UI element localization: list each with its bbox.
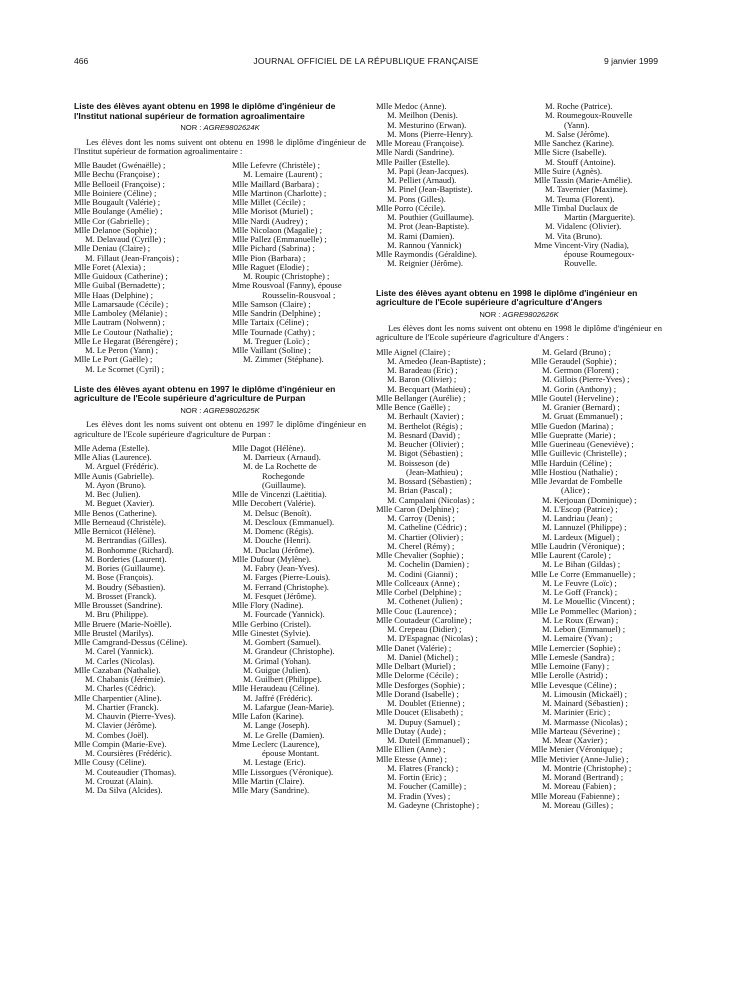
name-entry: M. Roupic (Christophe) ; bbox=[243, 271, 330, 282]
name-entry: M. Germon (Florent) ; bbox=[542, 365, 619, 376]
name-entry: Mlle Pichard (Sabrina) ; bbox=[232, 243, 315, 254]
name-entry: M. Marmasse (Nicolas) ; bbox=[542, 716, 628, 727]
name-entry: Mlle Millet (Cécile) ; bbox=[232, 197, 306, 208]
name-entry: M. Roche (Patrice). bbox=[545, 101, 613, 111]
name-entry: M. Le Grelle (Damien). bbox=[243, 729, 325, 740]
name-entry: M. Carles (Nicolas). bbox=[85, 655, 155, 666]
name-entry: Mlle Hostiou (Nathalie) ; bbox=[531, 466, 618, 477]
name-entry: M. Da Silva (Alcides). bbox=[85, 785, 163, 796]
name-entry: Mlle Corbel (Delphine) ; bbox=[376, 587, 462, 598]
name-entry: Mme Vincent-Viry (Nadia), bbox=[534, 239, 629, 250]
name-entry: M. Boudry (Sébastien). bbox=[85, 581, 166, 592]
name-entry: M. Pinel (Jean-Baptiste). bbox=[387, 184, 473, 195]
section-intro: Les élèves dont les noms suivent ont obtenu en 1998 le diplôme d'ingénieur en agriculture de l'Ecole supérieure d'agriculture d'Angers : bbox=[376, 323, 662, 343]
name-entry: M. Landriau (Jean) ; bbox=[542, 513, 613, 524]
name-entry: M. Gorin (Anthony) ; bbox=[542, 383, 617, 394]
section-isfa bbox=[74, 102, 366, 374]
name-entry: Mlle Desforges (Sophie) ; bbox=[376, 679, 465, 690]
name-entry: Mlle Lemercier (Sophie) ; bbox=[531, 642, 621, 653]
left-column bbox=[74, 102, 366, 795]
name-entry: M. Bec (Julien). bbox=[85, 489, 141, 500]
name-entry: Mlle Cazaban (Nathalie). bbox=[74, 664, 161, 675]
name-entry: M. Couteaudier (Thomas). bbox=[85, 766, 177, 777]
name-entry: M. Moreau (Fabien) ; bbox=[542, 781, 617, 792]
name-entry: M. Fourcade (Yannick). bbox=[243, 609, 325, 620]
name-column-a bbox=[376, 348, 486, 811]
name-entry: Mlle Guepratte (Marie) ; bbox=[531, 429, 616, 440]
name-entry: Mlle Delanoe (Sophie) ; bbox=[74, 224, 157, 235]
name-entry: Mlle Delorme (Cécile) ; bbox=[376, 670, 459, 681]
name-entry: M. Lemaire (Laurent) ; bbox=[243, 169, 323, 180]
name-entry: M. Tavernier (Maxime). bbox=[545, 184, 628, 195]
name-entry: M. Jaffré (Frédéric). bbox=[243, 692, 313, 703]
name-entry: Mlle Benos (Catherine). bbox=[74, 507, 157, 518]
nor-label: NOR : bbox=[180, 123, 204, 133]
name-entry: Mlle Aunis (Gabrielle). bbox=[74, 470, 154, 481]
name-entry: M. Morand (Bertrand) ; bbox=[542, 772, 624, 783]
name-entry: M. Mainard (Sébastien) ; bbox=[542, 698, 628, 709]
name-entry: Mlle Lefevre (Christèle) ; bbox=[232, 160, 321, 171]
section-title: Liste des élèves ayant obtenu en 1998 le diplôme d'ingénieur en agriculture de l'Ecole supérieure d'agriculture d'Angers bbox=[376, 287, 638, 308]
name-entry: Mlle Danet (Valérie) ; bbox=[376, 642, 452, 653]
name-entry: Mlle Porro (Cécile). bbox=[376, 202, 446, 213]
name-entry: Mme Rousvoal (Fanny), épouse bbox=[232, 280, 342, 291]
name-entry: M. de La Rochette de bbox=[243, 461, 317, 472]
name-entry: Mlle Bougault (Valérie) ; bbox=[74, 197, 161, 208]
name-entry: M. Bories (Guillaume). bbox=[85, 563, 166, 574]
name-entry: Mlle Lautram (Nolwenn) ; bbox=[74, 317, 165, 328]
name-entry: Mlle Guerineau (Geneviève) ; bbox=[531, 439, 634, 450]
name-entry: Mlle Jevardat de Fombelle bbox=[531, 476, 623, 487]
name-entry: M. Chartier (Franck). bbox=[85, 701, 159, 712]
name-entry: M. Carel (Yannick). bbox=[85, 646, 154, 657]
name-entry: M. Clavier (Jérôme). bbox=[85, 720, 157, 731]
name-entry: M. Duclau (Jérôme). bbox=[243, 544, 315, 555]
name-entry: Mlle Cousy (Céline). bbox=[74, 757, 147, 768]
name-entry: Mlle Guedon (Marina) ; bbox=[531, 420, 614, 431]
nor-reference bbox=[74, 123, 366, 132]
name-entry: M. Combes (Joël). bbox=[85, 729, 149, 740]
name-entry: M. Catheline (Cédric) ; bbox=[387, 522, 467, 533]
name-entry: Mlle Collceaux (Anne) ; bbox=[376, 577, 460, 588]
name-entry: Mlle Raymondis (Géraldine). bbox=[376, 249, 477, 259]
name-entry: M. Lafargue (Jean-Marie). bbox=[243, 701, 334, 712]
name-entry: M. Salse (Jérôme). bbox=[545, 128, 610, 139]
name-entry: Mlle Pallez (Emmanuelle) ; bbox=[232, 234, 327, 245]
name-entry: Mlle Lemoine (Fany) ; bbox=[531, 661, 610, 672]
name-entry: (Yann). bbox=[564, 119, 590, 130]
name-entry: Mlle Adema (Estelle). bbox=[74, 442, 150, 453]
name-entry: Mlle Foret (Alexia) ; bbox=[74, 261, 146, 272]
name-entry: M. L'Escop (Patrice) ; bbox=[542, 503, 618, 514]
name-entry: M. Beguet (Xavier). bbox=[85, 498, 155, 509]
name-entry: Mlle Guillevic (Christelle) ; bbox=[531, 448, 627, 459]
name-entry: Mlle Lafon (Karine). bbox=[232, 711, 304, 722]
name-entry: Mlle Bellanger (Aurélie) ; bbox=[376, 392, 466, 403]
name-entry: M. Meilhon (Denis). bbox=[387, 110, 458, 121]
name-entry: M. Delavaud (Cyrille) ; bbox=[85, 234, 166, 245]
name-entry: Mlle Moreau (Fabienne) ; bbox=[531, 790, 620, 801]
name-entry: Mlle Goutel (Herveline) ; bbox=[531, 392, 619, 403]
name-entry: M. Le Scornet (Cyril) ; bbox=[85, 363, 165, 374]
name-entry: Mlle Harduin (Céline) ; bbox=[531, 457, 612, 468]
name-entry: Mlle Flory (Nadine). bbox=[232, 600, 304, 611]
section-intro: Les élèves dont les noms suivent ont obtenu en 1998 le diplôme d'ingénieur de l'Institut supérieur de formation agroalimentaire : bbox=[74, 136, 366, 156]
name-entry: Mlle Sanchez (Karine). bbox=[534, 138, 614, 148]
name-entry: M. D'Espagnac (Nicolas) ; bbox=[387, 633, 478, 644]
name-entry: Mlle Alias (Laurence). bbox=[74, 452, 152, 463]
name-entry: M. Doublet (Etienne) ; bbox=[387, 698, 465, 709]
name-entry: Mlle Chevalier (Sophie) ; bbox=[376, 550, 464, 561]
name-entry: Mlle Nicolaon (Magalie) ; bbox=[232, 224, 322, 235]
name-entry: Mlle de Vincenzi (Laëtitia). bbox=[232, 489, 327, 500]
name-entry: Mlle Doucet (Elisabeth) ; bbox=[376, 707, 464, 718]
name-entry: M. Bigot (Sébastien) ; bbox=[387, 448, 463, 459]
name-entry: M. Lardeux (Miguel) ; bbox=[542, 531, 620, 542]
name-entry: Mlle Coutadeur (Caroline) ; bbox=[376, 614, 472, 625]
name-entry: Mlle Suire (Agnès). bbox=[534, 165, 603, 176]
nor-reference bbox=[74, 406, 366, 415]
name-entry: M. Descloux (Emmanuel). bbox=[243, 516, 335, 527]
nor-label: NOR : bbox=[180, 406, 204, 416]
name-entry: Mlle Nardi (Sandrine). bbox=[376, 147, 455, 158]
name-entry: M. Crepeau (Didier) ; bbox=[387, 624, 462, 635]
name-entry: Mlle Delbart (Muriel) ; bbox=[376, 661, 456, 672]
name-entry: M. Douche (Henri). bbox=[243, 535, 311, 546]
name-entry: Mlle Martinon (Charlotte) ; bbox=[232, 187, 327, 198]
name-entry: M. Lange (Joseph). bbox=[243, 720, 310, 731]
name-entry: M. Becquart (Mathieu) ; bbox=[387, 383, 471, 394]
name-entry: Mlle Sandrin (Delphine) ; bbox=[232, 308, 321, 319]
name-entry: M. Borderies (Laurent). bbox=[85, 553, 167, 564]
name-entry: M. Dupuy (Samuel) ; bbox=[387, 716, 461, 727]
name-entry: Mlle Aignel (Claire) ; bbox=[376, 346, 451, 357]
name-entry: M. Teuma (Florent). bbox=[545, 193, 615, 204]
name-entry: Mlle Bruere (Marie-Noëlle). bbox=[74, 618, 172, 629]
name-entry: Mlle Raguet (Elodie) ; bbox=[232, 261, 310, 272]
name-entry: Mlle Mary (Sandrine). bbox=[232, 785, 310, 796]
name-entry: Mlle Morisot (Muriel) ; bbox=[232, 206, 313, 217]
name-entry: épouse Montant. bbox=[262, 748, 319, 759]
name-entry: Mlle Sicre (Isabelle). bbox=[534, 147, 607, 158]
name-entry: M. Chabanis (Jérémie). bbox=[85, 674, 166, 685]
name-entry: Mlle Pailler (Estelle). bbox=[376, 156, 450, 167]
name-entry: Mlle Lemesle (Sandra) ; bbox=[531, 651, 615, 662]
name-entry: M. Boisseson (de) bbox=[387, 457, 450, 468]
name-entry: M. Prot (Jean-Baptiste). bbox=[387, 221, 470, 232]
name-entry: M. Granier (Bernard) ; bbox=[542, 402, 620, 413]
name-entry: Mlle Dagot (Hélène). bbox=[232, 442, 306, 453]
name-entry: M. Rami (Damien). bbox=[387, 230, 455, 241]
issue-date: 9 janvier 1999 bbox=[604, 56, 658, 66]
nor-code: AGRE9802624K bbox=[203, 123, 260, 133]
name-entry: Mlle Heraudeau (Céline). bbox=[232, 683, 320, 694]
name-entry: M. Le Bihan (Gildas) ; bbox=[542, 559, 621, 570]
name-entry: Mlle Tournade (Cathy) ; bbox=[232, 326, 316, 337]
name-entry: M. Pons (Gilles). bbox=[387, 193, 446, 204]
name-column-b bbox=[534, 102, 662, 269]
name-entry: Mlle Le Port (Gaëlle) ; bbox=[74, 354, 153, 365]
name-entry: Mlle Geraudel (Sophie) ; bbox=[531, 355, 617, 366]
name-entry: M. Gruat (Emmanuel) ; bbox=[542, 411, 623, 422]
name-entry: Mlle Pion (Barbara) ; bbox=[232, 252, 306, 263]
name-entry: (Alice) ; bbox=[561, 485, 590, 496]
name-column-b bbox=[232, 161, 366, 374]
name-entry: Mlle Belloeil (Françoise) ; bbox=[74, 178, 165, 189]
name-entry: M. Gadeyne (Christophe) ; bbox=[387, 799, 480, 810]
name-entry: M. Pouthier (Guillaume). bbox=[387, 212, 474, 222]
name-entry: M. Cochelin (Damien) ; bbox=[387, 559, 470, 570]
name-entry: M. Berhault (Xavier) ; bbox=[387, 411, 464, 422]
name-entry: M. Farges (Pierre-Louis). bbox=[243, 572, 331, 583]
name-entry: Mlle Maillard (Barbara) ; bbox=[232, 178, 320, 189]
name-entry: M. Limousin (Mickaël) ; bbox=[542, 688, 627, 699]
name-entry: Mlle Dutay (Aude) ; bbox=[376, 725, 447, 736]
name-list-continued bbox=[376, 102, 662, 269]
name-entry: Mlle Ginestet (Sylvie). bbox=[232, 627, 311, 638]
name-entry: Mlle Lerolle (Astrid) ; bbox=[531, 670, 608, 681]
name-entry: Mlle Dufour (Mylène). bbox=[232, 553, 312, 564]
name-entry: M. Gillois (Pierre-Yves) ; bbox=[542, 374, 630, 385]
name-entry: Mlle Tartaix (Céline) ; bbox=[232, 317, 309, 328]
name-entry: Mlle Guibal (Bernadette) ; bbox=[74, 280, 165, 291]
name-entry: Mlle Laurent (Carole) ; bbox=[531, 550, 611, 561]
name-entry: Mlle Dorand (Isabelle) ; bbox=[376, 688, 459, 699]
name-entry: Mlle Charpentier (Aline). bbox=[74, 692, 162, 703]
name-entry: M. Cherel (Rémy) ; bbox=[387, 540, 455, 551]
name-entry: M. Cothenet (Julien) ; bbox=[387, 596, 463, 607]
name-entry: Mlle Lissorgues (Véronique). bbox=[232, 766, 334, 777]
name-entry: M. Mesturino (Erwan). bbox=[387, 119, 467, 130]
section-title: Liste des élèves ayant obtenu en 1997 le diplôme d'ingénieur en agriculture de l'Ecole supérieure d'agriculture de Purpan bbox=[74, 383, 336, 404]
name-entry: M. Stouff (Antoine). bbox=[545, 156, 616, 167]
name-entry: M. Treguer (Loïc) ; bbox=[243, 335, 310, 346]
nor-reference bbox=[376, 310, 662, 319]
name-entry: M. Duteil (Emmanuel) ; bbox=[387, 735, 470, 746]
name-entry: M. Papi (Jean-Jacques). bbox=[387, 165, 469, 176]
name-entry: M. Bru (Philippe). bbox=[85, 609, 149, 620]
name-list bbox=[74, 444, 366, 796]
name-entry: M. Bonhomme (Richard). bbox=[85, 544, 174, 555]
name-column-a bbox=[74, 444, 187, 796]
name-entry: M. Fortin (Eric) ; bbox=[387, 772, 447, 783]
name-entry: Mlle Levesque (Céline) ; bbox=[531, 679, 617, 690]
name-entry: M. Carroy (Denis) ; bbox=[387, 513, 455, 524]
name-entry: M. Moreau (Gilles) ; bbox=[542, 799, 614, 810]
name-entry: M. Baron (Olivier) ; bbox=[387, 374, 457, 385]
name-entry: Mlle Camgrand-Dessus (Céline). bbox=[74, 637, 188, 648]
name-entry: M. Flatres (Franck) ; bbox=[387, 762, 459, 773]
name-list bbox=[376, 348, 662, 811]
name-entry: M. Fesquet (Jérôme). bbox=[243, 590, 317, 601]
name-entry: Mlle Etesse (Anne) ; bbox=[376, 753, 447, 764]
name-entry: M. Le Roux (Erwan) ; bbox=[542, 614, 619, 625]
name-entry: M. Le Mouellic (Vincent) ; bbox=[542, 596, 635, 607]
name-entry: M. Guilbert (Philippe). bbox=[243, 674, 322, 685]
nor-label: NOR : bbox=[479, 309, 503, 319]
section-purpan bbox=[74, 385, 366, 796]
name-entry: M. Amedeo (Jean-Baptiste) ; bbox=[387, 355, 486, 366]
name-entry: (Jean-Mathieu) ; bbox=[406, 466, 463, 477]
name-entry: M. Le Goff (Franck) ; bbox=[542, 587, 618, 598]
nor-code: AGRE9802626K bbox=[502, 309, 559, 319]
name-entry: M. Daniel (Michel) ; bbox=[387, 651, 459, 662]
name-entry: M. Fradin (Yves) ; bbox=[387, 790, 451, 801]
name-entry: M. Fabry (Jean-Yves). bbox=[243, 563, 320, 574]
name-entry: Mlle Bernicot (Hélène). bbox=[74, 526, 156, 537]
name-entry: M. Grimal (Yohan). bbox=[243, 655, 311, 666]
name-entry: M. Brosset (Franck). bbox=[85, 590, 157, 601]
section-intro: Les élèves dont les noms suivent ont obtenu en 1997 le diplôme d'ingénieur en agriculture de l'Ecole supérieure d'agriculture de Purpan : bbox=[74, 419, 366, 439]
section-title: Liste des élèves ayant obtenu en 1998 le diplôme d'ingénieur de l'Institut national supérieur de formation agroalimentaire bbox=[74, 101, 336, 121]
name-entry: Mlle Martin (Claire). bbox=[232, 775, 305, 786]
name-entry: M. Pelliet (Arnaud). bbox=[387, 175, 457, 185]
name-entry: M. Grandeur (Christophe). bbox=[243, 646, 335, 657]
right-column bbox=[376, 102, 662, 810]
name-entry: M. Lemaire (Yvan) ; bbox=[542, 633, 613, 644]
name-entry: M. Vita (Bruno). bbox=[545, 230, 603, 241]
name-column-b bbox=[232, 444, 366, 796]
name-entry: Martin (Marguerite). bbox=[564, 212, 636, 222]
name-entry: M. Besnard (David) ; bbox=[387, 429, 461, 440]
name-entry: M. Fillaut (Jean-François) ; bbox=[85, 252, 179, 263]
name-entry: Rouvelle. bbox=[564, 258, 597, 269]
name-entry: M. Lannuzel (Philippe) ; bbox=[542, 522, 627, 533]
name-entry: M. Bose (François). bbox=[85, 572, 154, 583]
name-entry: Mlle Lamboley (Mélanie) ; bbox=[74, 308, 168, 319]
name-entry: Mlle Compin (Marie-Eve). bbox=[74, 738, 167, 749]
name-entry: Mlle Tassin (Marie-Amélie). bbox=[534, 175, 633, 185]
name-entry: M. Foucher (Camille) ; bbox=[387, 781, 467, 792]
name-entry: Mlle Boulange (Amélie) ; bbox=[74, 206, 163, 217]
name-entry: M. Brian (Pascal) ; bbox=[387, 485, 453, 496]
name-entry: M. Gombert (Samuel). bbox=[243, 637, 321, 648]
name-column-a bbox=[376, 102, 477, 269]
name-entry: Mlle Ellien (Anne) ; bbox=[376, 744, 446, 755]
name-entry: M. Domenc (Régis). bbox=[243, 526, 314, 537]
name-entry: Mlle Le Hegarat (Bérengère) ; bbox=[74, 335, 178, 346]
name-entry: M. Berthelot (Régis) ; bbox=[387, 420, 463, 431]
name-column-a bbox=[74, 161, 179, 374]
name-entry: M. Le Feuvre (Loïc) ; bbox=[542, 577, 617, 588]
name-entry: M. Coursières (Frédéric). bbox=[85, 748, 172, 759]
name-entry: M. Lebon (Emmanuel) ; bbox=[542, 624, 626, 635]
name-entry: M. Guigue (Julien). bbox=[243, 664, 311, 675]
name-entry: Rousselin-Rousvoal ; bbox=[262, 289, 336, 300]
name-entry: M. Chauvin (Pierre-Yves). bbox=[85, 711, 176, 722]
name-entry: Mlle Nardi (Audrey) ; bbox=[232, 215, 308, 226]
name-entry: Mlle Cor (Gabrielle) ; bbox=[74, 215, 150, 226]
name-entry: Mlle Marteau (Séverine) ; bbox=[531, 725, 620, 736]
name-entry: M. Roumegoux-Rouvelle bbox=[545, 110, 633, 121]
name-entry: Rochegonde bbox=[262, 470, 305, 481]
name-entry: épouse Roumegoux- bbox=[564, 249, 635, 259]
name-entry: Mlle Medoc (Anne). bbox=[376, 101, 447, 111]
name-entry: M. Ayon (Bruno). bbox=[85, 479, 146, 490]
nor-code: AGRE9802625K bbox=[203, 406, 260, 416]
name-entry: M. Codini (Gianni) ; bbox=[387, 568, 458, 579]
name-entry: M. Rannou (Yannick) bbox=[387, 239, 462, 250]
name-entry: M. Zimmer (Stéphane). bbox=[243, 354, 324, 365]
name-entry: Mlle Metivier (Anne-Julie) ; bbox=[531, 753, 629, 764]
name-entry: Mlle Menier (Véronique) ; bbox=[531, 744, 623, 755]
name-entry: Mlle Timbal Duclaux de bbox=[534, 202, 618, 213]
name-entry: (Guillaume). bbox=[262, 479, 306, 490]
name-entry: Mme Leclerc (Laurence), bbox=[232, 738, 320, 749]
name-entry: Mlle Laudrin (Véronique) ; bbox=[531, 540, 625, 551]
name-entry: M. Baradeau (Eric) ; bbox=[387, 365, 458, 376]
section-angers bbox=[376, 289, 662, 811]
name-entry: M. Montrie (Christophe) ; bbox=[542, 762, 632, 773]
name-entry: M. Chartier (Olivier) ; bbox=[387, 531, 464, 542]
name-entry: M. Crouzat (Alain). bbox=[85, 775, 153, 786]
name-entry: Mlle Lamarsaude (Cécile) ; bbox=[74, 298, 169, 309]
name-entry: M. Campalani (Nicolas) ; bbox=[387, 494, 475, 505]
name-entry: M. Marinier (Eric) ; bbox=[542, 707, 611, 718]
name-entry: M. Beucher (Olivier) ; bbox=[387, 439, 464, 450]
name-list bbox=[74, 161, 366, 374]
name-entry: Mlle Guidoux (Catherine) ; bbox=[74, 271, 168, 282]
name-entry: Mlle Moreau (Françoise). bbox=[376, 138, 465, 148]
name-entry: M. Delsuc (Benoît). bbox=[243, 507, 312, 518]
name-entry: Mlle Boiniere (Céline) ; bbox=[74, 187, 157, 198]
name-entry: Mlle Brousset (Sandrine). bbox=[74, 600, 163, 611]
name-entry: Mlle Haas (Delphine) ; bbox=[74, 289, 154, 300]
name-entry: M. Charles (Cédric). bbox=[85, 683, 156, 694]
name-entry: Mlle Brustel (Marilys). bbox=[74, 627, 154, 638]
journal-title: JOURNAL OFFICIEL DE LA RÉPUBLIQUE FRANÇAISE bbox=[253, 56, 479, 66]
name-entry: M. Arguel (Frédéric). bbox=[85, 461, 159, 472]
name-entry: Mlle Gerbino (Cristel). bbox=[232, 618, 312, 629]
name-column-b bbox=[531, 348, 662, 811]
name-entry: M. Le Peron (Yann) ; bbox=[85, 345, 158, 356]
name-entry: Mlle Berneaud (Christèle). bbox=[74, 516, 166, 527]
name-entry: M. Lestage (Eric). bbox=[243, 757, 306, 768]
name-entry: M. Kerjouan (Dominique) ; bbox=[542, 494, 637, 505]
page-number: 466 bbox=[74, 56, 89, 66]
name-entry: Mlle Le Pommellec (Marion) ; bbox=[531, 605, 637, 616]
name-entry: M. Ferrand (Christophe). bbox=[243, 581, 329, 592]
name-entry: Mlle Bechu (Françoise) ; bbox=[74, 169, 160, 180]
name-entry: Mlle Caron (Delphine) ; bbox=[376, 503, 459, 514]
name-entry: Mlle Baudet (Gwénaëlle) ; bbox=[74, 160, 166, 171]
name-entry: M. Reignier (Jérôme). bbox=[387, 258, 463, 269]
name-entry: Mlle Le Coutour (Nathalie) ; bbox=[74, 326, 173, 337]
name-entry: M. Bossard (Sébastien) ; bbox=[387, 476, 472, 487]
name-entry: Mlle Decobert (Valérie). bbox=[232, 498, 316, 509]
name-entry: M. Mons (Pierre-Henry). bbox=[387, 128, 473, 139]
name-entry: Mlle Couc (Laurence) ; bbox=[376, 605, 457, 616]
name-entry: Mlle Le Corre (Emmanuelle) ; bbox=[531, 568, 636, 579]
name-entry: Mlle Bence (Gaëlle) ; bbox=[376, 402, 451, 413]
name-entry: Mlle Samson (Claire) ; bbox=[232, 298, 311, 309]
name-entry: Mlle Vaillant (Soline) ; bbox=[232, 345, 311, 356]
name-entry: M. Vidalenc (Olivier). bbox=[545, 221, 622, 232]
name-entry: M. Gelard (Bruno) ; bbox=[542, 346, 611, 357]
name-entry: M. Darrieux (Arnaud). bbox=[243, 452, 321, 463]
name-entry: M. Mear (Xavier) ; bbox=[542, 735, 608, 746]
name-entry: M. Bertrandias (Gilles). bbox=[85, 535, 167, 546]
name-entry: Mlle Deniau (Claire) ; bbox=[74, 243, 151, 254]
